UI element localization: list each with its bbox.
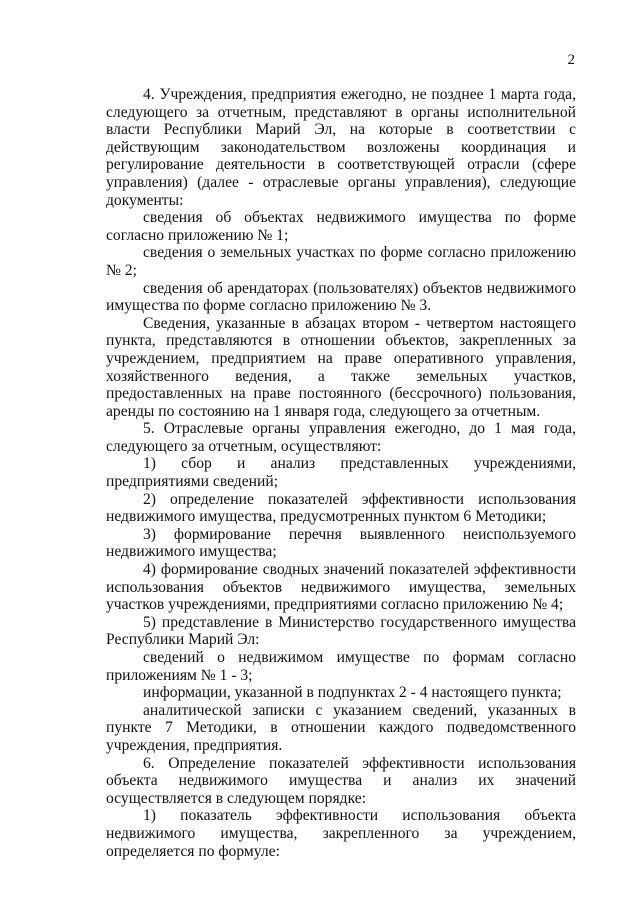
document-body [106, 86, 576, 860]
paragraph-subitems-info: информации, указанной в подпунктах 2 - 4 настоящего пункта; [143, 684, 562, 702]
paragraph-item-5-sub-1: 1) сбор и анализ представленных учреждениями, предприятиями сведений; [106, 455, 576, 491]
paragraph-item-6-sub-1: 1) показатель эффективности использования объекта недвижимого имущества, закрепленного за учреждением, определяется по формуле: [106, 807, 576, 860]
paragraph-item-4: 4. Учреждения, предприятия ежегодно, не позднее 1 марта года, следующего за отчетным, представляют в органы исполнительной власти Республики Марий Эл, на которые в соответствии с действующим законодательством возложены координация и регулирование деятельности в соответствующей отрасли (сфере управления) (далее - отраслевые органы управления), следующие документы: [106, 86, 576, 209]
paragraph-item-5-sub-3: 3) формирование перечня выявленного неиспользуемого недвижимого имущества; [106, 525, 576, 561]
paragraph-info-scope: Сведения, указанные в абзацах втором - четвертом настоящего пункта, представляются в отношении объектов, закрепленных за учреждением, предприятием на праве оперативного управления, хозяйственного ведения, а также земельных участков, предоставленных на праве постоянного (бессрочного) пользования, аренды по состоянию на 1 января года, следующего за отчетным. [106, 314, 576, 420]
paragraph-property-objects-info: сведения об объектах недвижимого имущества по форме согласно приложению № 1; [106, 209, 576, 244]
paragraph-item-5-sub-4: 4) формирование сводных значений показателей эффективности использования объектов недвижимого имущества, земельных участков учреждениями, предприятиями согласно приложению № 4; [106, 561, 576, 614]
paragraph-item-5-sub-2: 2) определение показателей эффективности использования недвижимого имущества, предусмотренных пунктом 6 Методики; [106, 490, 576, 526]
paragraph-analytical-note: аналитической записки с указанием сведений, указанных в пункте 7 Методики, в отношении каждого подведомственного учреждения, предприятия. [106, 701, 576, 754]
paragraph-item-6: 6. Определение показателей эффективности использования объекта недвижимого имущества и анализ их значений осуществляется в следующем порядке: [106, 754, 576, 807]
paragraph-tenants-info: сведения об арендаторах (пользователях) объектов недвижимого имущества по форме согласно приложению № 3. [106, 279, 576, 315]
paragraph-land-plots-info: сведения о земельных участках по форме согласно приложению № 2; [106, 244, 576, 279]
page-number: 2 [567, 52, 575, 68]
paragraph-item-5: 5. Отраслевые органы управления ежегодно, до 1 мая года, следующего за отчетным, осуществляют: [106, 420, 576, 455]
paragraph-item-5-sub-5: 5) представление в Министерство государственного имущества Республики Марий Эл: [106, 613, 576, 649]
paragraph-property-info-forms: сведений о недвижимом имуществе по формам согласно приложениям № 1 - 3; [106, 649, 576, 684]
